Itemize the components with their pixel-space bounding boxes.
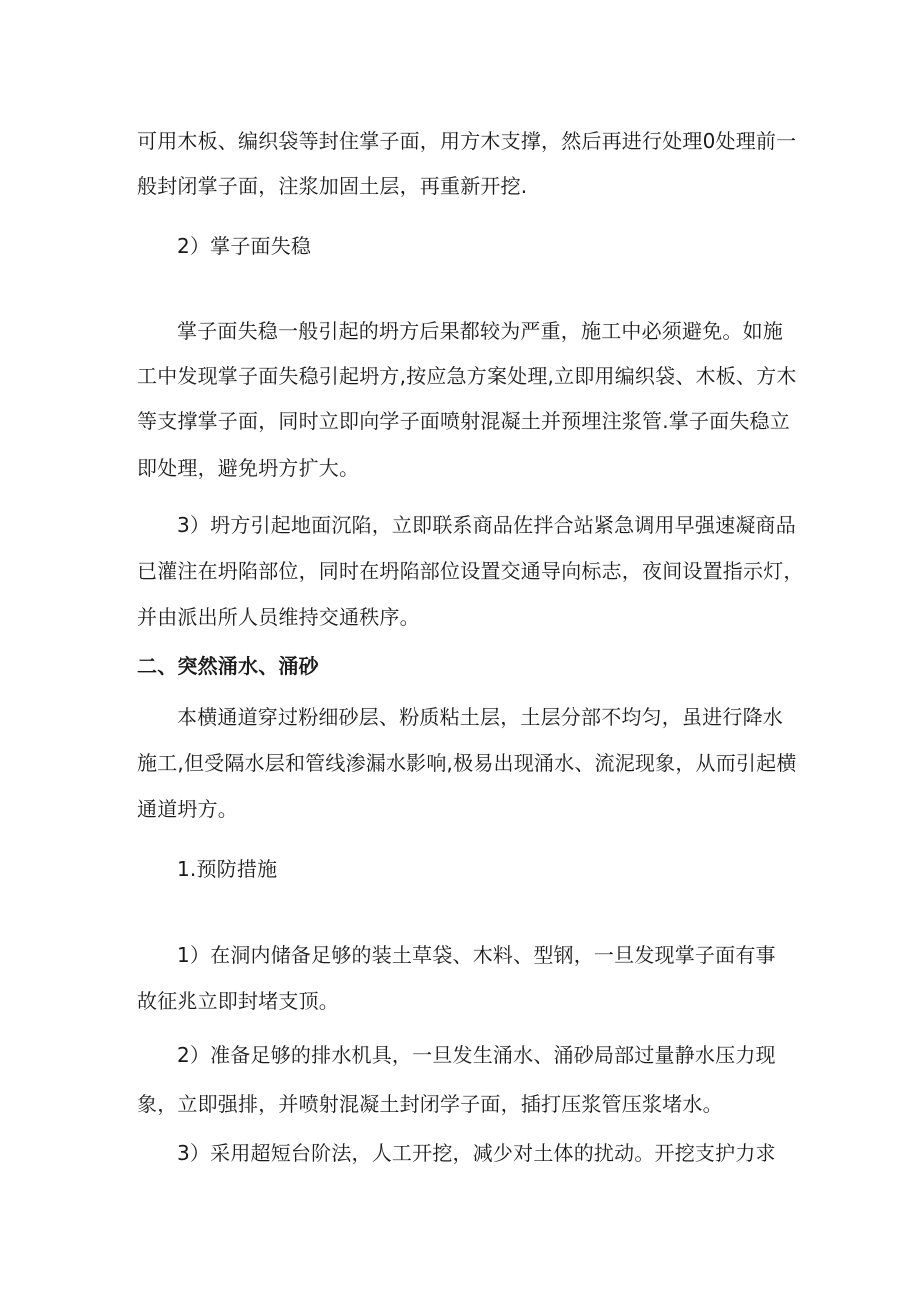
text-line: 掌子面失稳一般引起的坍方后果都较为严重，施工中必须避免。如施: [177, 319, 783, 343]
text-line: 并由派出所人员维持交通秩序。: [137, 605, 420, 629]
text-line: 已灌注在坍陷部位，同时在坍陷部位设置交通导向标志，夜间设置指示灯，: [137, 559, 804, 583]
subsection-title-prevention: 1.预防措施: [177, 857, 278, 881]
text-line: 工中发现掌子面失稳引起坍方,按应急方案处理,立即用编织袋、木板、方木: [137, 364, 797, 388]
text-line: 即处理，避免坍方扩大。: [137, 456, 360, 480]
text-line: 2）准备足够的排水机具，一旦发生涌水、涌砂局部过量静水压力现: [177, 1043, 776, 1067]
text-line: 通道坍方。: [137, 797, 238, 821]
text-line: 等支撑掌子面，同时立即向学子面喷射混凝土并预埋注浆管.掌子面失稳立: [137, 409, 790, 433]
text-line: 1）在洞内储备足够的装土草袋、木料、型钢，一旦发现掌子面有事: [177, 943, 776, 967]
text-line: 本横通道穿过粉细砂层、粉质粘土层，土层分部不均匀，虽进行降水: [177, 705, 783, 729]
text-line: 般封闭掌子面，注浆加固土层，再重新开挖.: [137, 174, 528, 198]
text-line: 可用木板、编织袋等封住掌子面，用方木支撑，然后再进行处理0处理前一: [137, 129, 797, 153]
text-line: 故征兆立即封堵支顶。: [137, 989, 339, 1013]
text-line: 3）采用超短台阶法，人工开挖，减少对土体的扰动。开挖支护力求: [177, 1141, 776, 1165]
text-line: 施工,但受隔水层和管线渗漏水影响,极易出现涌水、流泥现象，从而引起横: [137, 751, 797, 775]
section-heading-water-sand-inrush: 二、突然涌水、涌砂: [137, 654, 319, 678]
text-line: 3）坍方引起地面沉陷，立即联系商品佐拌合站紧急调用早强速凝商品: [177, 513, 796, 537]
item-title-face-instability: 2）掌子面失稳: [177, 234, 312, 258]
text-line: 象，立即强排，并喷射混凝土封闭学子面，插打压浆管压浆堵水。: [137, 1092, 723, 1116]
